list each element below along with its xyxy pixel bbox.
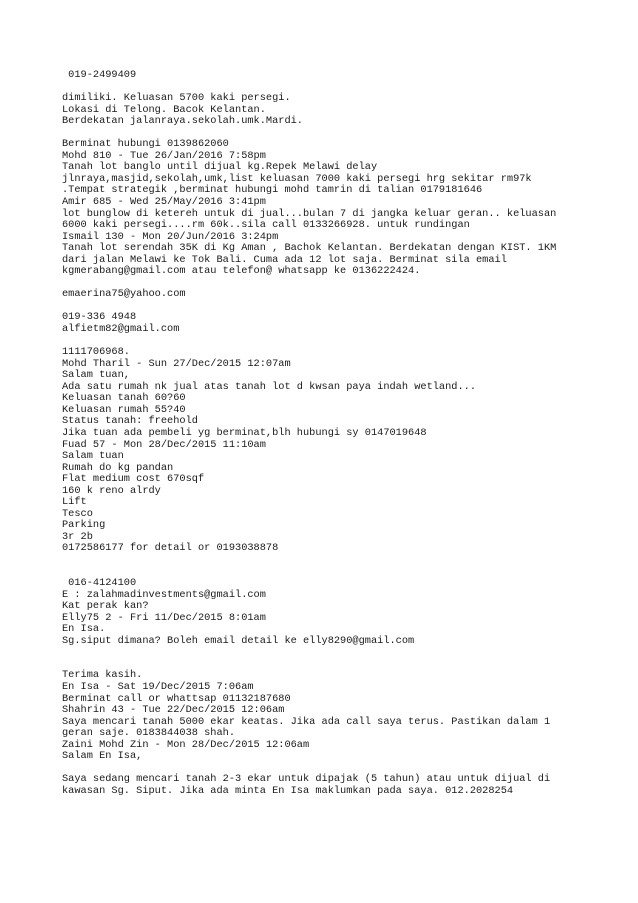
text-line	[62, 659, 622, 671]
text-line: En Isa - Sat 19/Dec/2015 7:06am	[62, 680, 254, 693]
text-line: Berdekatan jalanraya.sekolah.umk.Mardi.	[62, 115, 303, 128]
text-line: Keluasan rumah 55?40	[62, 403, 186, 416]
text-line: emaerina75@yahoo.com	[62, 288, 186, 301]
text-line: Rumah do kg pandan	[62, 461, 174, 474]
text-line: Berminat hubungi 0139862060	[62, 138, 229, 151]
text-line	[62, 647, 622, 659]
text-line: Saya sedang mencari tanah 2-3 ekar untuk dipajak (5 tahun) atau untuk dijual di	[62, 773, 551, 786]
text-line: kawasan Sg. Siput. Jika ada minta En Isa maklumkan pada saya. 012.2028254	[62, 784, 514, 797]
text-line: Tesco	[62, 507, 93, 520]
text-line: geran saje. 0183844038 shah.	[62, 727, 236, 740]
text-line: Lift	[62, 496, 87, 509]
document-text-block	[62, 70, 622, 797]
text-line: Mohd 810 - Tue 26/Jan/2016 7:58pm	[62, 149, 266, 162]
text-line: Fuad 57 - Mon 28/Dec/2015 11:10am	[62, 438, 266, 451]
text-line: alfietm82@gmail.com	[62, 323, 180, 336]
text-line: Salam tuan,	[62, 369, 130, 382]
text-line	[62, 555, 622, 567]
text-line: Status tanah: freehold	[62, 415, 198, 428]
text-line: Salam En Isa,	[62, 750, 143, 763]
text-line: Ismail 130 - Mon 20/Jun/2016 3:24pm	[62, 230, 279, 243]
text-line: 1111706968.	[62, 346, 130, 359]
text-line: 160 k reno alrdy	[62, 484, 161, 497]
text-line: Amir 685 - Wed 25/May/2016 3:41pm	[62, 196, 266, 209]
text-line: .Tempat strategik ,berminat hubungi mohd tamrin di talian 0179181646	[62, 184, 483, 197]
text-line: 016-4124100	[62, 577, 137, 590]
text-line: Terima kasih.	[62, 669, 143, 682]
text-line: Tanah lot banglo until dijual kg.Repek Melawi delay	[62, 161, 378, 174]
text-line: Berminat call or whattsap 01132187680	[62, 692, 291, 705]
text-line: Keluasan tanah 60?60	[62, 392, 186, 405]
text-line: lot bunglow di ketereh untuk di jual...bulan 7 di jangka keluar geran.. keluasan	[62, 207, 557, 220]
text-line	[62, 336, 622, 348]
text-line: dimiliki. Keluasan 5700 kaki persegi.	[62, 92, 291, 105]
text-line: 019-2499409	[62, 69, 137, 81]
text-line: Lokasi di Telong. Bacok Kelantan.	[62, 103, 266, 116]
text-line: En Isa.	[62, 623, 106, 636]
text-line: 019-336 4948	[62, 311, 137, 324]
text-line	[62, 567, 622, 579]
text-line: jlnraya,masjid,sekolah,umk,list keluasan 7000 kaki persegi hrg sekitar rm97k	[62, 172, 532, 185]
text-line: Ada satu rumah nk jual atas tanah lot d kwsan paya indah wetland...	[62, 380, 477, 393]
text-line: Shahrin 43 - Tue 22/Dec/2015 12:06am	[62, 704, 285, 717]
text-line: E : zalahmadinvestments@gmail.com	[62, 588, 266, 601]
text-line: Tanah lot serendah 35K di Kg Aman , Bachok Kelantan. Berdekatan dengan KIST. 1KM	[62, 242, 557, 255]
text-line: Sg.siput dimana? Boleh email detail ke elly8290@gmail.com	[62, 634, 415, 647]
text-line: Zaini Mohd Zin - Mon 28/Dec/2015 12:06am	[62, 738, 310, 751]
text-line: Parking	[62, 519, 106, 532]
text-line	[62, 301, 622, 313]
text-line: kgmerabang@gmail.com atau telefon@ whatsapp ke 0136222424.	[62, 265, 421, 278]
text-line: 3r 2b	[62, 530, 93, 543]
text-line: Mohd Tharil - Sun 27/Dec/2015 12:07am	[62, 357, 291, 370]
text-line: Elly75 2 - Fri 11/Dec/2015 8:01am	[62, 611, 266, 624]
text-line: Salam tuan	[62, 450, 124, 463]
text-line: Saya mencari tanah 5000 ekar keatas. Jika ada call saya terus. Pastikan dalam 1	[62, 715, 551, 728]
text-line: Flat medium cost 670sqf	[62, 473, 205, 486]
text-line: 6000 kaki persegi....rm 60k..sila call 0133266928. untuk rundingan	[62, 219, 470, 232]
text-line: Jika tuan ada pembeli yg berminat,blh hubungi sy 0147019648	[62, 426, 427, 439]
text-line: 0172586177 for detail or 0193038878	[62, 542, 279, 555]
text-line: Kat perak kan?	[62, 600, 149, 613]
text-line: dari jalan Melawi ke Tok Bali. Cuma ada 12 lot saja. Berminat sila email	[62, 253, 507, 266]
